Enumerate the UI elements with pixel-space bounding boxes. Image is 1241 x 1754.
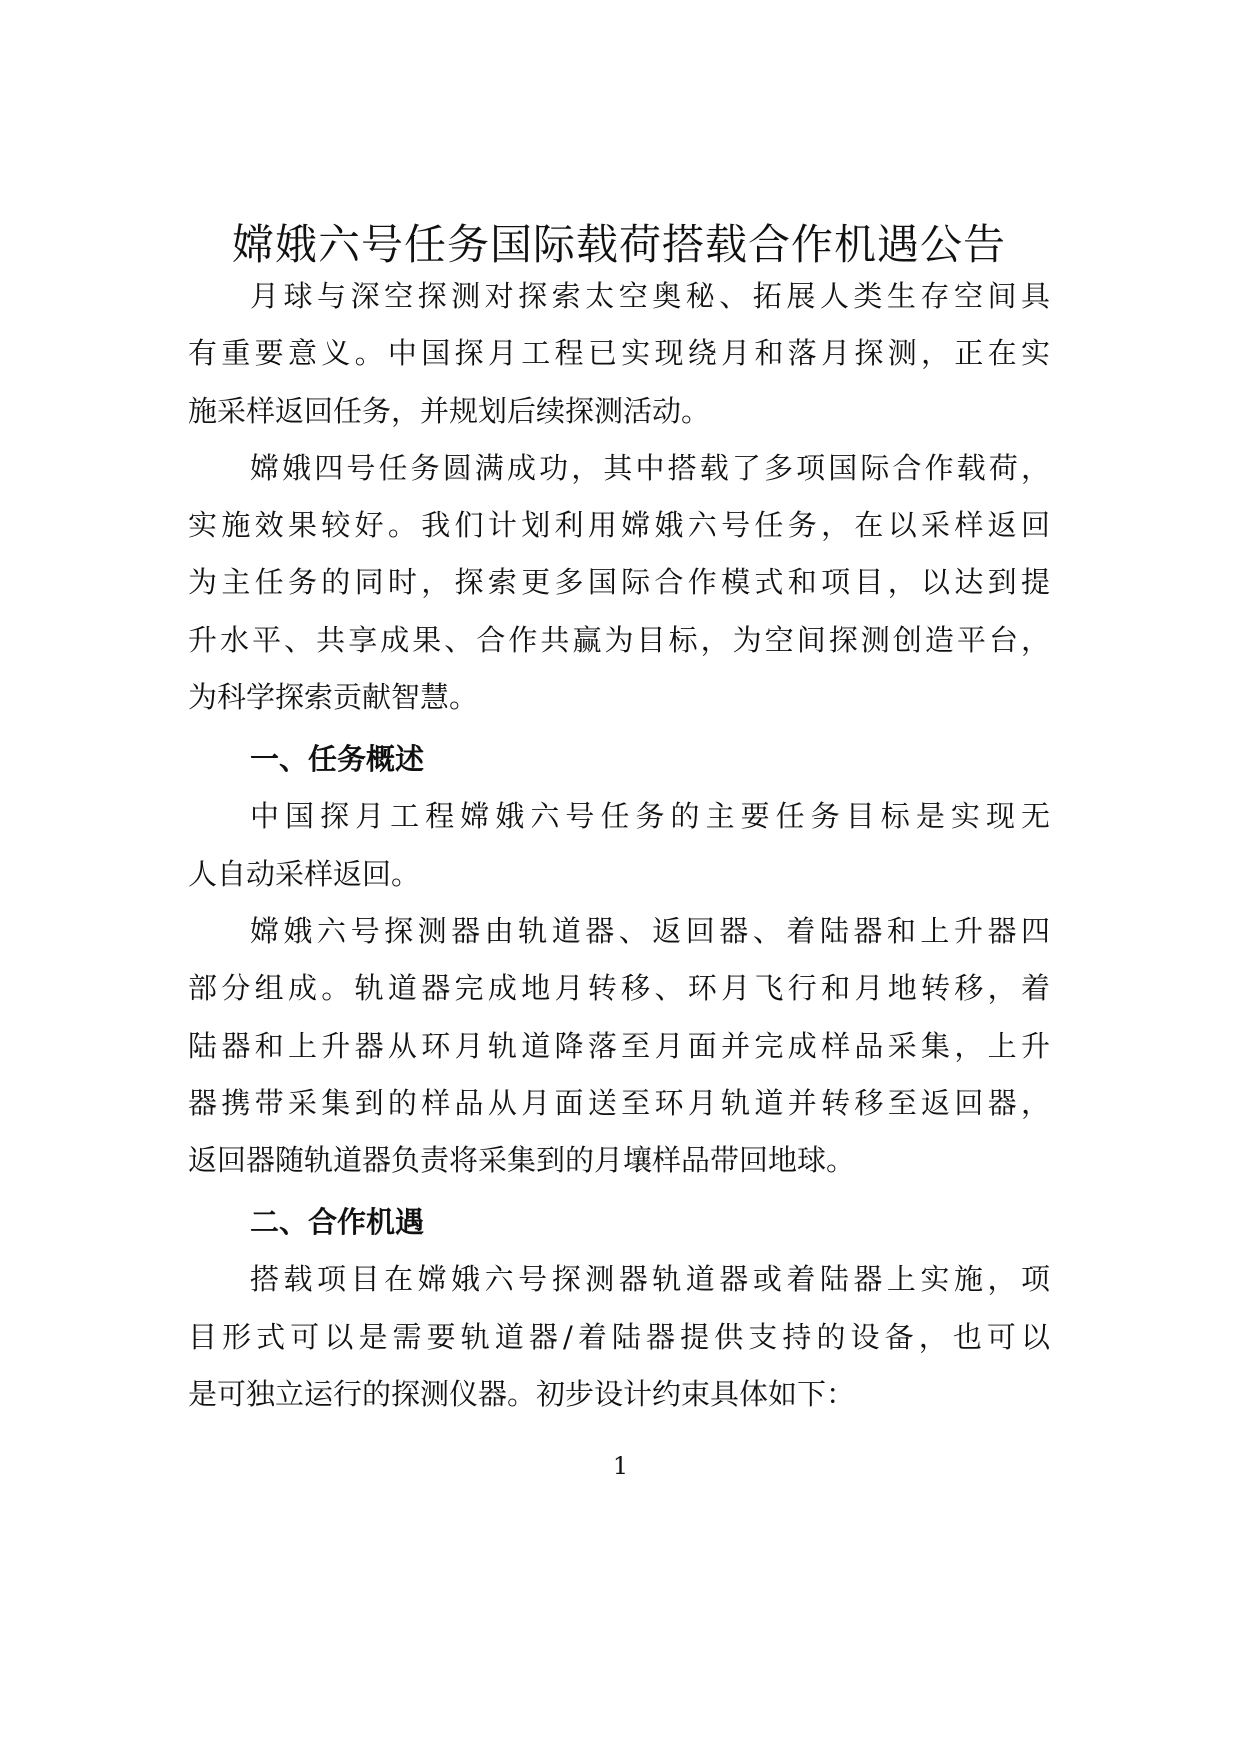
text-line: 有重要意义。中国探月工程已实现绕月和落月探测，正在实 (188, 336, 1050, 371)
heading-text: 二、合作机遇 (250, 1205, 425, 1240)
text-line: 实施效果较好。我们计划利用嫦娥六号任务，在以采样返回 (188, 508, 1050, 543)
text-line: 升水平、共享成果、合作共赢为目标，为空间探测创造平台， (188, 622, 1050, 657)
text-line: 部分组成。轨道器完成地月转移、环月飞行和月地转移，着 (188, 971, 1050, 1006)
paragraph (188, 903, 1050, 1189)
text-line: 中国探月工程嫦娥六号任务的主要任务目标是实现无 (250, 799, 1050, 834)
text-line: 人自动采样返回。 (188, 856, 421, 891)
text-line: 目形式可以是需要轨道器/着陆器提供支持的设备，也可以 (188, 1319, 1050, 1354)
text-line: 返回器随轨道器负责将采集到的月壤样品带回地球。 (188, 1143, 856, 1178)
paragraph (188, 440, 1050, 726)
text-line: 是可独立运行的探测仪器。初步设计约束具体如下： (188, 1377, 856, 1412)
text-line: 施采样返回任务，并规划后续探测活动。 (188, 393, 711, 428)
document-body (188, 268, 1050, 1423)
section-heading (188, 726, 1050, 788)
text-line: 器携带采集到的样品从月面送至环月轨道并转移至返回器， (188, 1085, 1050, 1120)
document-title: 嫦娥六号任务国际载荷搭载合作机遇公告 (231, 220, 1006, 269)
page-number: 1 (612, 1452, 629, 1480)
text-line: 嫦娥六号探测器由轨道器、返回器、着陆器和上升器四 (250, 913, 1050, 948)
heading-text: 一、任务概述 (250, 742, 425, 777)
paragraph (188, 268, 1050, 440)
text-line: 月球与深空探测对探索太空奥秘、拓展人类生存空间具 (250, 279, 1050, 313)
text-line: 为科学探索贡献智慧。 (188, 680, 479, 715)
text-line: 嫦娥四号任务圆满成功，其中搭载了多项国际合作载荷， (250, 450, 1050, 485)
text-line: 陆器和上升器从环月轨道降落至月面并完成样品采集，上升 (188, 1028, 1050, 1063)
paragraph (188, 788, 1050, 903)
text-line: 搭载项目在嫦娥六号探测器轨道器或着陆器上实施，项 (250, 1262, 1050, 1297)
text-line: 为主任务的同时，探索更多国际合作模式和项目，以达到提 (188, 565, 1050, 600)
paragraph (188, 1251, 1050, 1423)
section-heading (188, 1189, 1050, 1251)
